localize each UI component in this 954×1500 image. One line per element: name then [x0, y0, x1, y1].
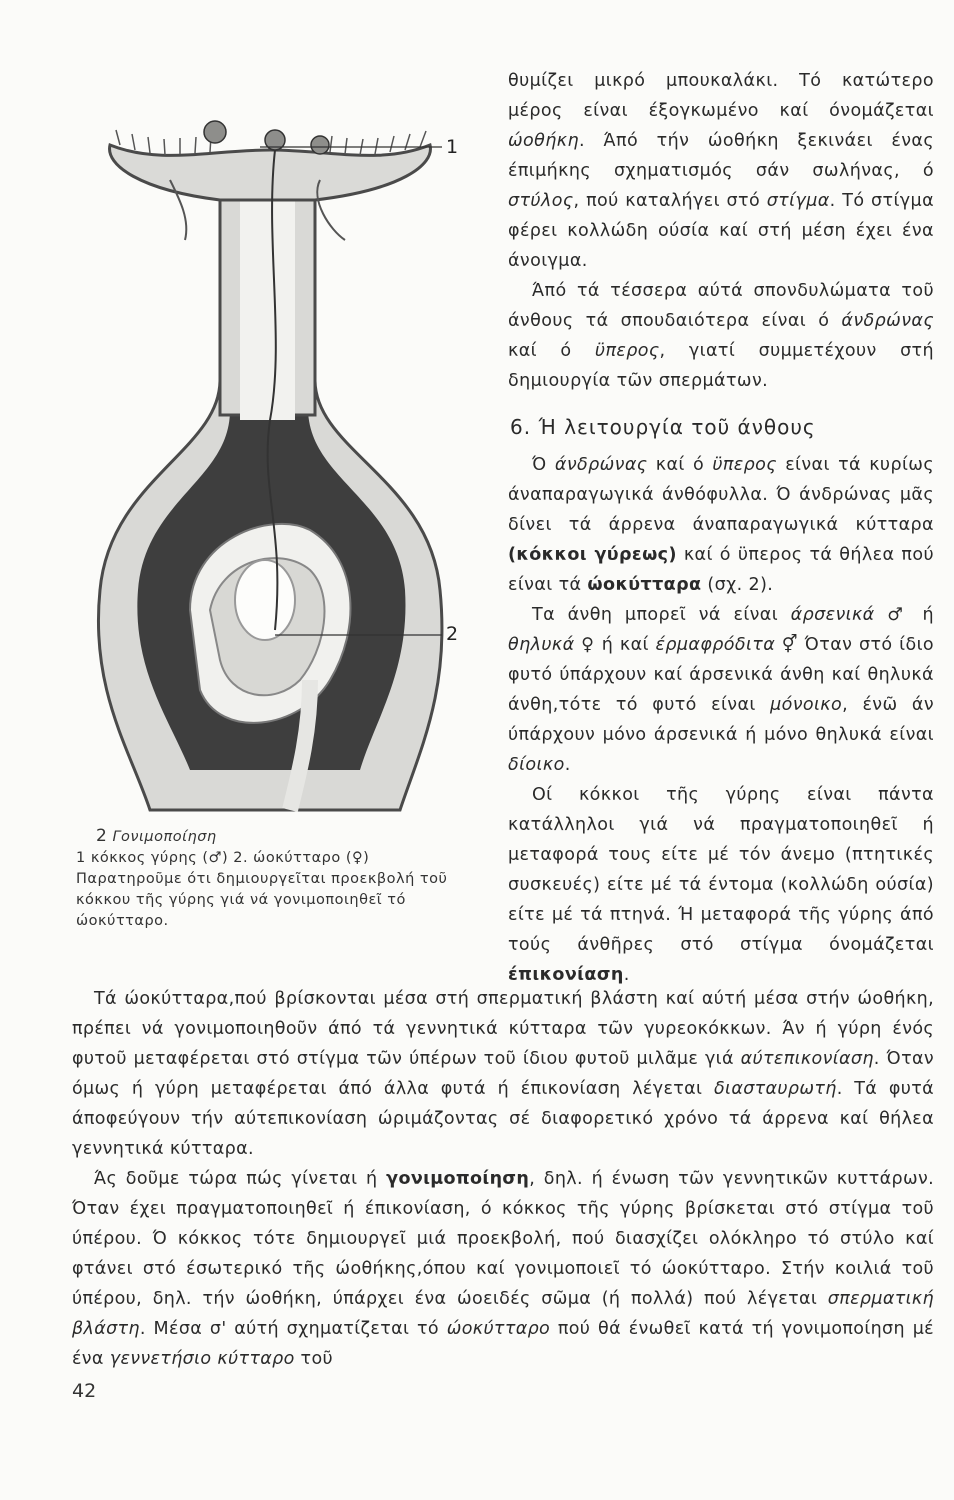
paragraph-7: Άς δοῦμε τώρα πώς γίνεται ή γονιμοποίηση, δηλ. ή ένωση τῶν γεννητικῶν κυττάρων. Όταν έχει πραγματοποιηθεῖ ή έπικονίαση, ό κόκκος τῆς γύρης βρίσκεται στό στίγμα τοῦ ύπέρου. Ό κόκκος τότε δημιουργεῖ μιά προεκβολή, πού διασχίζει ολόκληρο τό στύλο καί φτάνει στό έσωτερικό τῆς ώοθήκης,όπου καί γονιμοποιεῖ τό ώοκύτταρο. Στήν κοιλιά τοῦ ύπέρου, δηλ. τήν ώοθήκη, ύπάρχει ένα ώοειδές σῶμα (ή πολλά) πού λέγεται σπερματική βλάστη. Μέσα σ' αύτή σχηματίζεται τό ώοκύτταρο πού θά ένωθεῖ κατά τή γονιμοποίηση μέ ένα γεννετήσιο κύτταρο τοῦ	[72, 1169, 934, 1369]
caption-number: 2	[96, 826, 108, 846]
caption-title: Γονιμοποίηση	[112, 829, 217, 845]
full-width-text	[72, 984, 934, 1374]
paragraph-5: Οί κόκκοι τῆς γύρης είναι πάντα κατάλληλοι γιά νά πραγματοποιηθεῖ ή μεταφορά τους είτε μέ τόν άνεμο (πτητικές συσκευές) είτε μέ τά έντομα (κολλώδη ούσία) είτε μέ τά πτηνά. Ή μεταφορά τῆς γύρης άπό τούς άνθῆρες στό στίγμα όνομάζεται έπικονίαση.	[508, 785, 934, 985]
paragraph-1: θυμίζει μικρό μπουκαλάκι. Τό κατώτερο μέρος είναι έξογκωμένο καί όνομάζεται ώοθήκη. Άπό τήν ώοθήκη ξεκινάει ένας έπιμήκης σχηματισμός σάν σωλήνας, ό στύλος, πού καταλήγει στό στίγμα. Τό στίγμα φέρει κολλώδη ούσία καί στή μέση έχει ένα άνοιγμα.	[508, 71, 935, 271]
female-symbol-icon: ♀	[574, 635, 602, 655]
pistil-illustration	[70, 90, 460, 830]
section-title: 6. Ή λειτουργία τοῦ άνθους	[510, 415, 816, 439]
pollen-grain	[204, 121, 226, 143]
stigma	[110, 145, 431, 200]
pollen-grain	[311, 136, 329, 154]
right-column	[508, 66, 934, 990]
paragraph-3: Ό άνδρώνας καί ό ϋπερος είναι τά κυρίως άναπαραγωγικά άνθόφυλλα. Ό άνδρώνας μᾶς δίνει τά άρρενα άναπαραγωγικά κύτταρα (κόκκοι γύρεως) καί ό ϋπερος τά θήλεα πού είναι τά ώοκύτταρα (σχ. 2).	[508, 455, 934, 595]
figure-label-1: 1	[446, 136, 459, 158]
caption-legend: 1 κόκκος γύρης (♂) 2. ώοκύτταρο (♀)	[76, 850, 370, 866]
page-number: 42	[72, 1380, 97, 1402]
male-symbol-icon: ♂	[874, 605, 923, 625]
figure-caption	[76, 826, 476, 932]
caption-text: Παρατηροῦμε ότι δημιουργεῖται προεκβολή τοῦ κόκκου τῆς γύρης γιά νά γονιμοποιηθεῖ τό ώοκύτταρο.	[76, 871, 448, 929]
hermaphrodite-symbol-icon: ⚥	[775, 635, 805, 655]
paragraph-4: Τα άνθη μπορεῖ νά είναι άρσενικά ♂ ή θηλυκά ♀ ή καί έρμαφρόδιτα ⚥ Όταν στό ίδιο φυτό ύπάρχουν καί άρσενικά άνθη καί θηλυκά άνθη,τότε τό φυτό είναι μόνοικο, ένῶ άν ύπάρχουν μόνο άρσενικά ή μόνο θηλυκά είναι δίοικο.	[508, 605, 934, 775]
paragraph-6: Τά ώοκύτταρα,πού βρίσκονται μέσα στή σπερματική βλάστη καί αύτή μέσα στήν ώοθήκη, πρέπει νά γονιμοποιηθοῦν άπό τά γεννητικά κύτταρα τῶν γυρεοκόκκων. Άν ή γύρη ένός φυτοῦ μεταφέρεται στό στίγμα τῶν ύπέρων τοῦ ίδιου φυτοῦ μιλᾶμε γιά αύτεπικονίαση. Όταν όμως ή γύρη μεταφέρεται άπό άλλα φυτά ή έπικονίαση λέγεται διασταυρωτή. Τά φυτά άποφεύγουν τήν αύτεπικονίαση ώριμάζοντας σέ διαφορετικό χρόνο τά άρρενα καί θήλεα γεννητικά κύτταρα.	[72, 989, 935, 1159]
egg-cell	[235, 560, 295, 640]
paragraph-2: Άπό τά τέσσερα αύτά σπονδυλώματα τοῦ άνθους τά σπουδαιότερα είναι ό άνδρώνας καί ό ϋπερος, γιατί συμμετέχουν στή δημιουργία τῶν σπερμάτων.	[508, 281, 934, 391]
figure-label-2: 2	[446, 623, 459, 645]
